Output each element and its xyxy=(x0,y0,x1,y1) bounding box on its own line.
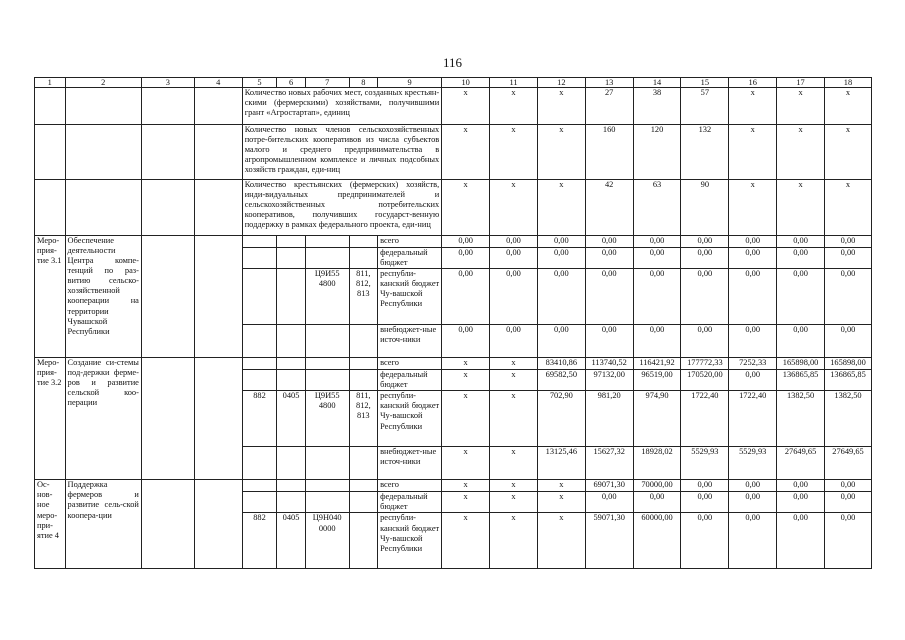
funding-value: 5529,93 xyxy=(729,447,777,480)
indicator-value: x xyxy=(537,125,585,180)
measure-type: Меро-прия-тие 3.1 xyxy=(35,236,66,358)
funding-value: 0,00 xyxy=(777,480,825,492)
budget-code-type xyxy=(349,480,378,492)
funding-value: 0,00 xyxy=(681,480,729,492)
funding-value: 0,00 xyxy=(633,236,681,248)
empty-cell xyxy=(35,125,66,180)
column-number: 5 xyxy=(242,78,277,88)
indicator-row xyxy=(35,88,872,125)
funding-value: 1382,50 xyxy=(824,391,871,447)
funding-source: республи-канский бюджет Чу-вашской Республики xyxy=(378,513,442,569)
funding-value: 0,00 xyxy=(442,236,490,248)
column-number: 2 xyxy=(65,78,141,88)
funding-value: 97132,00 xyxy=(585,370,633,391)
empty-cell xyxy=(65,125,141,180)
funding-value: 0,00 xyxy=(824,269,871,325)
indicator-value: x xyxy=(777,125,825,180)
funding-source: федеральный бюджет xyxy=(378,492,442,513)
funding-value: x xyxy=(537,513,585,569)
funding-value: 0,00 xyxy=(633,248,681,269)
budget-code-grbs: 882 xyxy=(242,513,277,569)
funding-value: 113740,52 xyxy=(585,358,633,370)
indicator-value: x xyxy=(442,180,490,236)
funding-source: всего xyxy=(378,236,442,248)
budget-code-type: 811, 812, 813 xyxy=(349,391,378,447)
column-number: 15 xyxy=(681,78,729,88)
budget-code-type xyxy=(349,248,378,269)
column-number: 8 xyxy=(349,78,378,88)
funding-value: 1382,50 xyxy=(777,391,825,447)
budget-code-section xyxy=(277,236,306,248)
funding-value: 165898,00 xyxy=(777,358,825,370)
empty-cell xyxy=(194,480,242,569)
funding-value: 7252,33 xyxy=(729,358,777,370)
empty-cell xyxy=(194,88,242,125)
empty-cell xyxy=(35,180,66,236)
executor-cell xyxy=(141,480,194,569)
budget-code-target xyxy=(305,358,349,370)
funding-value: 0,00 xyxy=(729,325,777,358)
funding-value: 70000,00 xyxy=(633,480,681,492)
funding-value: 136865,85 xyxy=(824,370,871,391)
indicator-value: 27 xyxy=(585,88,633,125)
indicator-value: x xyxy=(824,180,871,236)
funding-value: 0,00 xyxy=(777,269,825,325)
funding-value: x xyxy=(490,492,538,513)
funding-value: 0,00 xyxy=(824,480,871,492)
funding-value: 136865,85 xyxy=(777,370,825,391)
funding-value: 0,00 xyxy=(729,480,777,492)
funding-value: 0,00 xyxy=(490,269,538,325)
funding-value: x xyxy=(490,447,538,480)
funding-value: 0,00 xyxy=(490,325,538,358)
funding-row xyxy=(35,236,872,248)
funding-value: 27649,65 xyxy=(824,447,871,480)
budget-code-target: Ц9И55 4800 xyxy=(305,269,349,325)
budget-code-target xyxy=(305,447,349,480)
indicator-value: x xyxy=(777,88,825,125)
indicator-value: x xyxy=(490,180,538,236)
funding-value: 165898,00 xyxy=(824,358,871,370)
indicator-value: x xyxy=(490,125,538,180)
funding-value: 0,00 xyxy=(777,513,825,569)
column-number: 3 xyxy=(141,78,194,88)
funding-value: 0,00 xyxy=(537,269,585,325)
budget-code-grbs xyxy=(242,480,277,492)
empty-cell xyxy=(194,180,242,236)
measure-type: Ос-нов-ное меро-при-ятие 4 xyxy=(35,480,66,569)
budget-code-type xyxy=(349,358,378,370)
funding-value: 0,00 xyxy=(537,236,585,248)
budget-code-section xyxy=(277,248,306,269)
funding-value: 981,20 xyxy=(585,391,633,447)
funding-value: x xyxy=(490,513,538,569)
column-number: 17 xyxy=(777,78,825,88)
funding-value: 13125,46 xyxy=(537,447,585,480)
budget-code-grbs xyxy=(242,236,277,248)
funding-value: x xyxy=(537,480,585,492)
budget-code-target xyxy=(305,370,349,391)
budget-code-grbs xyxy=(242,447,277,480)
funding-value: 0,00 xyxy=(442,269,490,325)
empty-cell xyxy=(194,358,242,480)
funding-value: 0,00 xyxy=(681,325,729,358)
funding-value: 0,00 xyxy=(585,248,633,269)
funding-source: республи-канский бюджет Чу-вашской Республики xyxy=(378,391,442,447)
funding-value: 0,00 xyxy=(824,236,871,248)
column-number: 9 xyxy=(378,78,442,88)
budget-code-section xyxy=(277,269,306,325)
funding-value: 0,00 xyxy=(681,248,729,269)
indicator-value: 90 xyxy=(681,180,729,236)
funding-value: 0,00 xyxy=(681,513,729,569)
column-number: 18 xyxy=(824,78,871,88)
executor-cell xyxy=(141,236,194,358)
indicator-value: x xyxy=(729,180,777,236)
indicator-value: x xyxy=(729,125,777,180)
funding-value: 0,00 xyxy=(824,492,871,513)
indicator-value: 160 xyxy=(585,125,633,180)
funding-value: 177772,33 xyxy=(681,358,729,370)
budget-code-section: 0405 xyxy=(277,391,306,447)
funding-source: всего xyxy=(378,480,442,492)
indicator-value: x xyxy=(824,125,871,180)
column-number: 12 xyxy=(537,78,585,88)
funding-value: 0,00 xyxy=(490,236,538,248)
funding-value: x xyxy=(442,447,490,480)
budget-code-target xyxy=(305,325,349,358)
funding-value: 0,00 xyxy=(585,492,633,513)
funding-value: 0,00 xyxy=(681,236,729,248)
column-number: 1 xyxy=(35,78,66,88)
funding-value: 0,00 xyxy=(537,325,585,358)
funding-value: 0,00 xyxy=(681,492,729,513)
funding-value: 69071,30 xyxy=(585,480,633,492)
funding-source: внебюджет-ные источ-ники xyxy=(378,447,442,480)
empty-cell xyxy=(194,125,242,180)
budget-code-section xyxy=(277,370,306,391)
funding-source: всего xyxy=(378,358,442,370)
funding-value: x xyxy=(442,370,490,391)
indicator-value: 57 xyxy=(681,88,729,125)
indicator-value: x xyxy=(490,88,538,125)
funding-value: 974,90 xyxy=(633,391,681,447)
budget-code-section xyxy=(277,492,306,513)
funding-value: x xyxy=(490,358,538,370)
indicator-value: x xyxy=(537,88,585,125)
funding-row xyxy=(35,358,872,370)
funding-value: 0,00 xyxy=(777,325,825,358)
empty-cell xyxy=(35,88,66,125)
indicator-row xyxy=(35,125,872,180)
budget-code-grbs xyxy=(242,248,277,269)
funding-value: 0,00 xyxy=(729,236,777,248)
empty-cell xyxy=(65,88,141,125)
funding-source: федеральный бюджет xyxy=(378,248,442,269)
funding-value: 0,00 xyxy=(729,492,777,513)
funding-value: 0,00 xyxy=(490,248,538,269)
funding-value: x xyxy=(442,480,490,492)
funding-value: 69582,50 xyxy=(537,370,585,391)
funding-value: 0,00 xyxy=(585,269,633,325)
budget-code-target: Ц9Н040 0000 xyxy=(305,513,349,569)
funding-value: 59071,30 xyxy=(585,513,633,569)
budget-code-target: Ц9И55 4800 xyxy=(305,391,349,447)
budget-code-section xyxy=(277,358,306,370)
funding-source: федеральный бюджет xyxy=(378,370,442,391)
column-number: 16 xyxy=(729,78,777,88)
funding-value: 18928,02 xyxy=(633,447,681,480)
funding-value: 0,00 xyxy=(537,248,585,269)
funding-value: x xyxy=(490,370,538,391)
funding-source: внебюджет-ные источ-ники xyxy=(378,325,442,358)
budget-code-target xyxy=(305,492,349,513)
funding-value: 702,90 xyxy=(537,391,585,447)
funding-value: 15627,32 xyxy=(585,447,633,480)
funding-value: 116421,92 xyxy=(633,358,681,370)
funding-value: 0,00 xyxy=(824,248,871,269)
column-number: 10 xyxy=(442,78,490,88)
funding-value: 0,00 xyxy=(729,513,777,569)
budget-code-type xyxy=(349,513,378,569)
indicator-text: Количество крестьянских (фермерских) хозяйств, инди-видуальных предпринимателей и сельскохозяйственных потребительских кооперативов, получивших государст-венную поддержку в рамках федерального проекта, еди-ниц xyxy=(242,180,442,236)
funding-value: 0,00 xyxy=(681,269,729,325)
funding-value: x xyxy=(442,391,490,447)
column-number: 6 xyxy=(277,78,306,88)
empty-cell xyxy=(141,180,194,236)
funding-value: 0,00 xyxy=(729,370,777,391)
budget-code-type xyxy=(349,236,378,248)
funding-source: республи-канский бюджет Чу-вашской Республики xyxy=(378,269,442,325)
budget-code-target xyxy=(305,236,349,248)
budget-code-section xyxy=(277,480,306,492)
budget-code-grbs xyxy=(242,269,277,325)
budget-code-section xyxy=(277,325,306,358)
funding-value: 83410,86 xyxy=(537,358,585,370)
budget-code-type xyxy=(349,370,378,391)
funding-value: 0,00 xyxy=(633,269,681,325)
funding-value: 27649,65 xyxy=(777,447,825,480)
funding-value: x xyxy=(490,480,538,492)
funding-value: 1722,40 xyxy=(729,391,777,447)
indicator-value: 38 xyxy=(633,88,681,125)
funding-value: x xyxy=(442,358,490,370)
funding-value: 0,00 xyxy=(777,492,825,513)
budget-code-grbs xyxy=(242,325,277,358)
funding-value: x xyxy=(537,492,585,513)
budget-code-grbs: 882 xyxy=(242,391,277,447)
funding-value: 0,00 xyxy=(585,325,633,358)
funding-value: 0,00 xyxy=(442,325,490,358)
funding-value: 0,00 xyxy=(585,236,633,248)
page-number: 116 xyxy=(442,55,463,70)
column-number: 14 xyxy=(633,78,681,88)
empty-cell xyxy=(141,125,194,180)
program-table xyxy=(34,77,872,569)
indicator-value: x xyxy=(777,180,825,236)
indicator-value: 42 xyxy=(585,180,633,236)
funding-value: 0,00 xyxy=(777,236,825,248)
funding-value: 0,00 xyxy=(729,269,777,325)
indicator-value: 132 xyxy=(681,125,729,180)
funding-value: 0,00 xyxy=(824,325,871,358)
indicator-value: x xyxy=(537,180,585,236)
measure-type: Меро-прия-тие 3.2 xyxy=(35,358,66,480)
indicator-value: x xyxy=(824,88,871,125)
column-number: 11 xyxy=(490,78,538,88)
funding-row xyxy=(35,480,872,492)
funding-value: 0,00 xyxy=(633,325,681,358)
funding-value: 96519,00 xyxy=(633,370,681,391)
funding-value: 0,00 xyxy=(824,513,871,569)
indicator-text: Количество новых рабочих мест, созданных крестьян-скими (фермерскими) хозяйствами, получившими грант «Агростартап», единиц xyxy=(242,88,442,125)
column-number: 4 xyxy=(194,78,242,88)
indicator-value: 120 xyxy=(633,125,681,180)
empty-cell xyxy=(141,88,194,125)
budget-code-type: 811, 812, 813 xyxy=(349,269,378,325)
budget-code-section: 0405 xyxy=(277,513,306,569)
funding-value: 0,00 xyxy=(633,492,681,513)
executor-cell xyxy=(141,358,194,480)
budget-code-section xyxy=(277,447,306,480)
budget-code-grbs xyxy=(242,492,277,513)
indicator-text: Количество новых членов сельскохозяйственных потре-бительских кооперативов из числа субъектов малого и среднего предпринимательства в агропромышленном комплексе и личных подсобных хозяйств граждан, еди-ниц xyxy=(242,125,442,180)
empty-cell xyxy=(194,236,242,358)
funding-value: x xyxy=(442,492,490,513)
measure-name: Поддержка фермеров и развитие сель-ской коопера-ции xyxy=(65,480,141,569)
funding-value: 5529,93 xyxy=(681,447,729,480)
budget-code-grbs xyxy=(242,358,277,370)
funding-value: 0,00 xyxy=(777,248,825,269)
funding-value: 0,00 xyxy=(442,248,490,269)
column-number: 13 xyxy=(585,78,633,88)
funding-value: x xyxy=(442,513,490,569)
budget-code-type xyxy=(349,325,378,358)
measure-name: Создание си-стемы под-держки ферме-ров и развитие сельской коо-перации xyxy=(65,358,141,480)
budget-code-type xyxy=(349,447,378,480)
funding-value: 1722,40 xyxy=(681,391,729,447)
indicator-value: x xyxy=(442,125,490,180)
column-number: 7 xyxy=(305,78,349,88)
indicator-row xyxy=(35,180,872,236)
funding-value: 0,00 xyxy=(729,248,777,269)
funding-value: 170520,00 xyxy=(681,370,729,391)
indicator-value: x xyxy=(442,88,490,125)
budget-code-grbs xyxy=(242,370,277,391)
measure-name: Обеспечение деятельности Центра компе-тенций по раз-витию сельско-хозяйственной кооперации на территории Чувашской Республики xyxy=(65,236,141,358)
indicator-value: x xyxy=(729,88,777,125)
indicator-value: 63 xyxy=(633,180,681,236)
budget-code-type xyxy=(349,492,378,513)
funding-value: 60000,00 xyxy=(633,513,681,569)
budget-code-target xyxy=(305,480,349,492)
funding-value: x xyxy=(490,391,538,447)
empty-cell xyxy=(65,180,141,236)
budget-code-target xyxy=(305,248,349,269)
column-number-row xyxy=(35,78,872,88)
